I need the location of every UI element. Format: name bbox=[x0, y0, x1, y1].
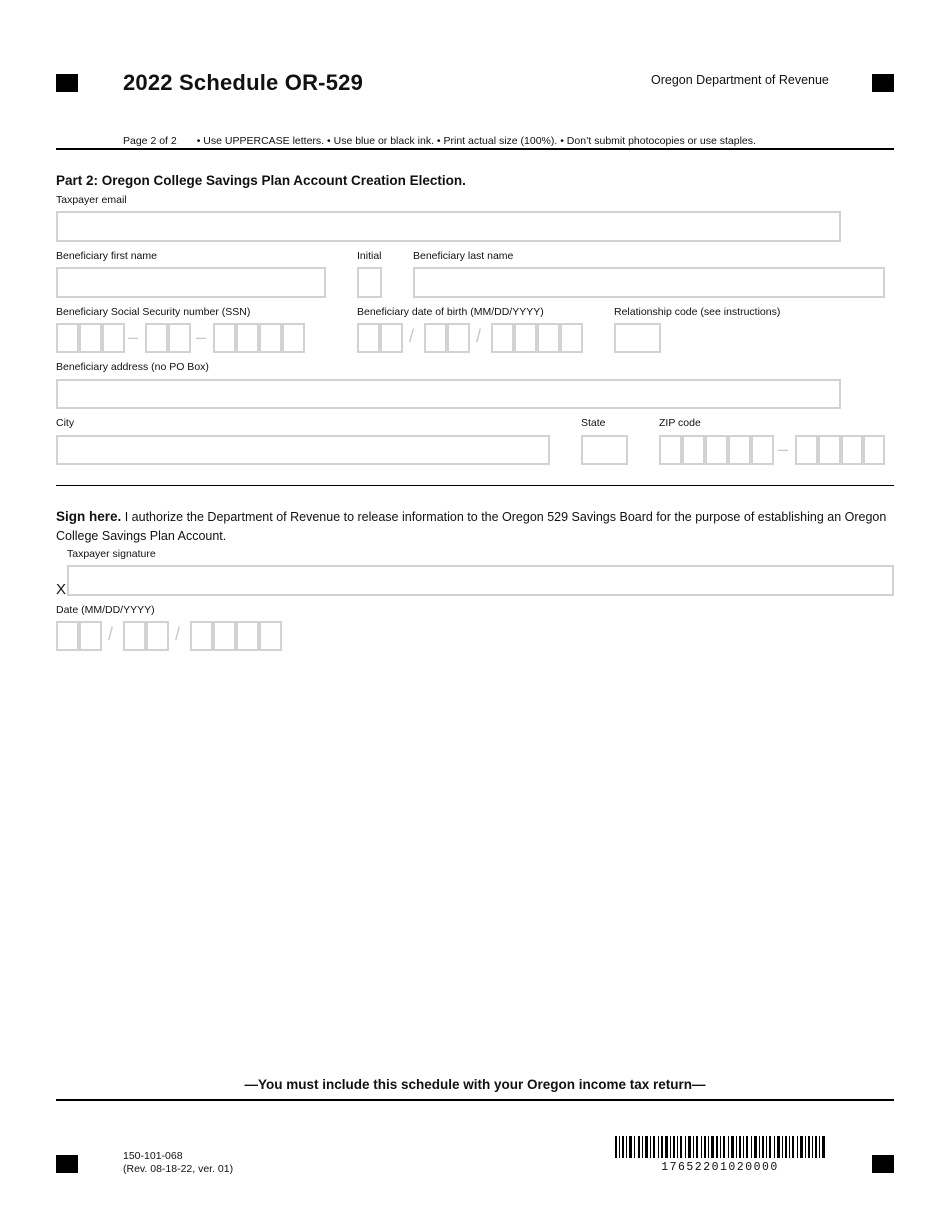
zip-digit-box[interactable] bbox=[751, 435, 774, 465]
date-label: Date (MM/DD/YYYY) bbox=[56, 604, 155, 616]
date-digit-box[interactable] bbox=[213, 621, 236, 651]
form-number: 150-101-068 bbox=[123, 1150, 183, 1162]
barcode-image bbox=[615, 1136, 825, 1158]
ssn-label: Beneficiary Social Security number (SSN) bbox=[56, 306, 251, 318]
beneficiary-first-name-field[interactable] bbox=[56, 267, 326, 298]
beneficiary-address-field[interactable] bbox=[56, 379, 841, 409]
dob-digit-box[interactable] bbox=[514, 323, 537, 353]
zip-digit-box[interactable] bbox=[659, 435, 682, 465]
sign-here-statement bbox=[56, 507, 896, 546]
taxpayer-signature-field[interactable] bbox=[67, 565, 894, 596]
zip-digit-box[interactable] bbox=[795, 435, 818, 465]
date-digit-box[interactable] bbox=[56, 621, 79, 651]
dob-digit-box[interactable] bbox=[357, 323, 380, 353]
city-label: City bbox=[56, 417, 75, 429]
instruction-line bbox=[123, 135, 756, 147]
relationship-code-field[interactable] bbox=[614, 323, 661, 353]
beneficiary-first-name-label: Beneficiary first name bbox=[56, 250, 157, 262]
zip-digit-box[interactable] bbox=[705, 435, 728, 465]
registration-mark-bottom-right bbox=[872, 1155, 894, 1173]
authorization-text: I authorize the Department of Revenue to release information to the Oregon 529 Savings Board for the purpose of establishing an Oregon College Savings Plan Account. bbox=[56, 510, 887, 543]
date-digit-box[interactable] bbox=[190, 621, 213, 651]
date-digit-box[interactable] bbox=[236, 621, 259, 651]
relationship-code-label: Relationship code (see instructions) bbox=[614, 306, 781, 318]
beneficiary-last-name-label: Beneficiary last name bbox=[413, 250, 514, 262]
city-field[interactable] bbox=[56, 435, 550, 465]
initial-label: Initial bbox=[357, 250, 382, 262]
taxpayer-signature-label: Taxpayer signature bbox=[67, 548, 156, 560]
form-title: 2022 Schedule OR-529 bbox=[123, 70, 364, 95]
ssn-dash: – bbox=[128, 327, 139, 347]
zip-digit-box[interactable] bbox=[841, 435, 863, 465]
date-digit-box[interactable] bbox=[259, 621, 282, 651]
taxpayer-email-label: Taxpayer email bbox=[56, 194, 127, 206]
ssn-digit-box[interactable] bbox=[236, 323, 259, 353]
zip-dash: – bbox=[778, 439, 789, 459]
footer-divider bbox=[56, 1099, 894, 1101]
form-revision: (Rev. 08-18-22, ver. 01) bbox=[123, 1163, 234, 1175]
state-field[interactable] bbox=[581, 435, 628, 465]
registration-mark-top-left bbox=[56, 74, 78, 92]
ssn-digit-box[interactable] bbox=[213, 323, 236, 353]
state-label: State bbox=[581, 417, 606, 429]
ssn-digit-box[interactable] bbox=[102, 323, 125, 353]
registration-mark-top-right bbox=[872, 74, 894, 92]
ssn-digit-box[interactable] bbox=[259, 323, 282, 353]
registration-mark-bottom-left bbox=[56, 1155, 78, 1173]
zip-digit-box[interactable] bbox=[818, 435, 841, 465]
ssn-dash: – bbox=[196, 327, 207, 347]
zip-digit-box[interactable] bbox=[728, 435, 751, 465]
dob-digit-box[interactable] bbox=[380, 323, 403, 353]
beneficiary-last-name-field[interactable] bbox=[413, 267, 885, 298]
department-name: Oregon Department of Revenue bbox=[651, 73, 829, 87]
date-slash: / bbox=[108, 624, 114, 644]
ssn-digit-box[interactable] bbox=[145, 323, 168, 353]
signature-x-mark: X bbox=[56, 581, 67, 598]
form-number-block bbox=[123, 1150, 233, 1176]
ssn-digit-box[interactable] bbox=[79, 323, 102, 353]
instructions-text: • Use UPPERCASE letters. • Use blue or black ink. • Print actual size (100%). • Don’t submit photocopies or use staples. bbox=[196, 135, 756, 147]
zip-code-label: ZIP code bbox=[659, 417, 701, 429]
date-digit-box[interactable] bbox=[79, 621, 102, 651]
taxpayer-email-field[interactable] bbox=[56, 211, 841, 242]
zip-digit-box[interactable] bbox=[682, 435, 705, 465]
dob-label: Beneficiary date of birth (MM/DD/YYYY) bbox=[357, 306, 544, 318]
zip-digit-box[interactable] bbox=[863, 435, 885, 465]
dob-digit-box[interactable] bbox=[491, 323, 514, 353]
dob-digit-box[interactable] bbox=[424, 323, 447, 353]
date-digit-box[interactable] bbox=[146, 621, 169, 651]
ssn-digit-box[interactable] bbox=[282, 323, 305, 353]
sign-here-heading: Sign here. bbox=[56, 509, 122, 524]
dob-digit-box[interactable] bbox=[447, 323, 470, 353]
dob-slash: / bbox=[409, 326, 415, 346]
date-digit-box[interactable] bbox=[123, 621, 146, 651]
dob-digit-box[interactable] bbox=[560, 323, 583, 353]
section-divider bbox=[56, 485, 894, 486]
ssn-digit-box[interactable] bbox=[168, 323, 191, 353]
barcode-number: 17652201020000 bbox=[661, 1161, 779, 1174]
header-divider bbox=[56, 148, 894, 150]
footer-notice: —You must include this schedule with your Oregon income tax return— bbox=[244, 1077, 706, 1092]
initial-field[interactable] bbox=[357, 267, 382, 298]
beneficiary-address-label: Beneficiary address (no PO Box) bbox=[56, 361, 209, 373]
dob-slash: / bbox=[476, 326, 482, 346]
date-slash: / bbox=[175, 624, 181, 644]
dob-digit-box[interactable] bbox=[537, 323, 560, 353]
ssn-digit-box[interactable] bbox=[56, 323, 79, 353]
page-number: Page 2 of 2 bbox=[123, 135, 177, 147]
part2-heading: Part 2: Oregon College Savings Plan Account Creation Election. bbox=[56, 173, 466, 188]
